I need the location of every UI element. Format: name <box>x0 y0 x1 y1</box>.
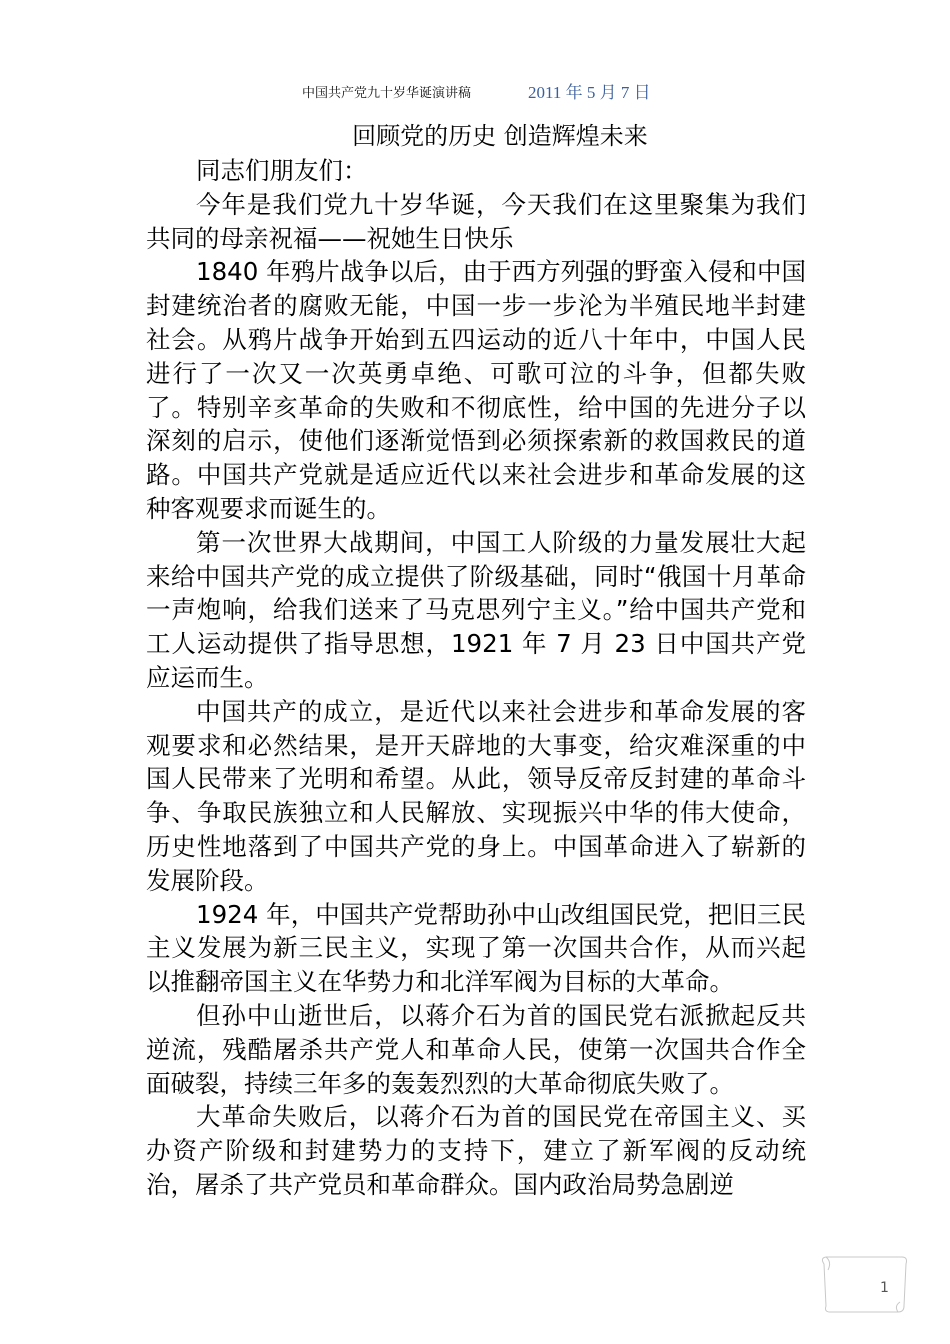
paragraph: 今年是我们党九十岁华诞，今天我们在这里聚集为我们共同的母亲祝福——祝她生日快乐 <box>146 189 806 253</box>
paragraph: 1840 年鸦片战争以后，由于西方列强的野蛮入侵和中国封建统治者的腐败无能，中国一步一步沦为半殖民地半封建社会。从鸦片战争开始到五四运动的近八十年中，中国人民进行了一次又一次英勇卓绝、可歌可泣的斗争，但都失败了。特别辛亥革命的失败和不彻底性，给中国的先进分子以深刻的启示，使他们逐渐觉悟到必须探索新的救国救民的道路。中国共产党就是适应近代以来社会进步和革命发展的这种客观要求而诞生的。 <box>146 257 806 523</box>
paragraph: 中国共产的成立，是近代以来社会进步和革命发展的客观要求和必然结果，是开天辟地的大事变，给灾难深重的中国人民带来了光明和希望。从此，领导反帝反封建的革命斗争、争取民族独立和人民解放、实现振兴中华的伟大使命，历史性地落到了中国共产党的身上。中国革命进入了崭新的发展阶段。 <box>146 696 806 895</box>
page-header <box>0 78 950 104</box>
paragraph: 1924 年，中国共产党帮助孙中山改组国民党，把旧三民主义发展为新三民主义，实现了第一次国共合作，从而兴起以推翻帝国主义在华势力和北洋军阀为目标的大革命。 <box>146 899 806 997</box>
greeting: 同志们朋友们： <box>196 156 368 185</box>
paragraph: 大革命失败后，以蒋介石为首的国民党在帝国主义、买办资产阶级和封建势力的支持下，建立了新军阀的反动统治，屠杀了共产党员和革命群众。国内政治局势急剧逆 <box>146 1102 806 1199</box>
document-title: 回顾党的历史 创造辉煌未来 <box>352 122 648 150</box>
page-number: 1 <box>880 1280 889 1296</box>
page-curl-icon <box>818 1254 910 1316</box>
paragraph: 但孙中山逝世后，以蒋介石为首的国民党右派掀起反共逆流，残酷屠杀共产党人和革命人民，使第一次国共合作全面破裂，持续三年多的轰轰烈烈的大革命彻底失败了。 <box>146 1000 806 1098</box>
paragraph: 第一次世界大战期间，中国工人阶级的力量发展壮大起来给中国共产党的成立提供了阶级基础，同时“俄国十月革命一声炮响，给我们送来了马克思列宁主义。”给中国共产党和工人运动提供了指导思想，1921 年 7 月 23 日中国共产党应运而生。 <box>146 527 806 692</box>
header-title: 中国共产党九十岁华诞演讲稿 <box>302 86 472 101</box>
header-date: 2011 年 5 月 7 日 <box>528 83 651 102</box>
document-body <box>146 154 806 1202</box>
